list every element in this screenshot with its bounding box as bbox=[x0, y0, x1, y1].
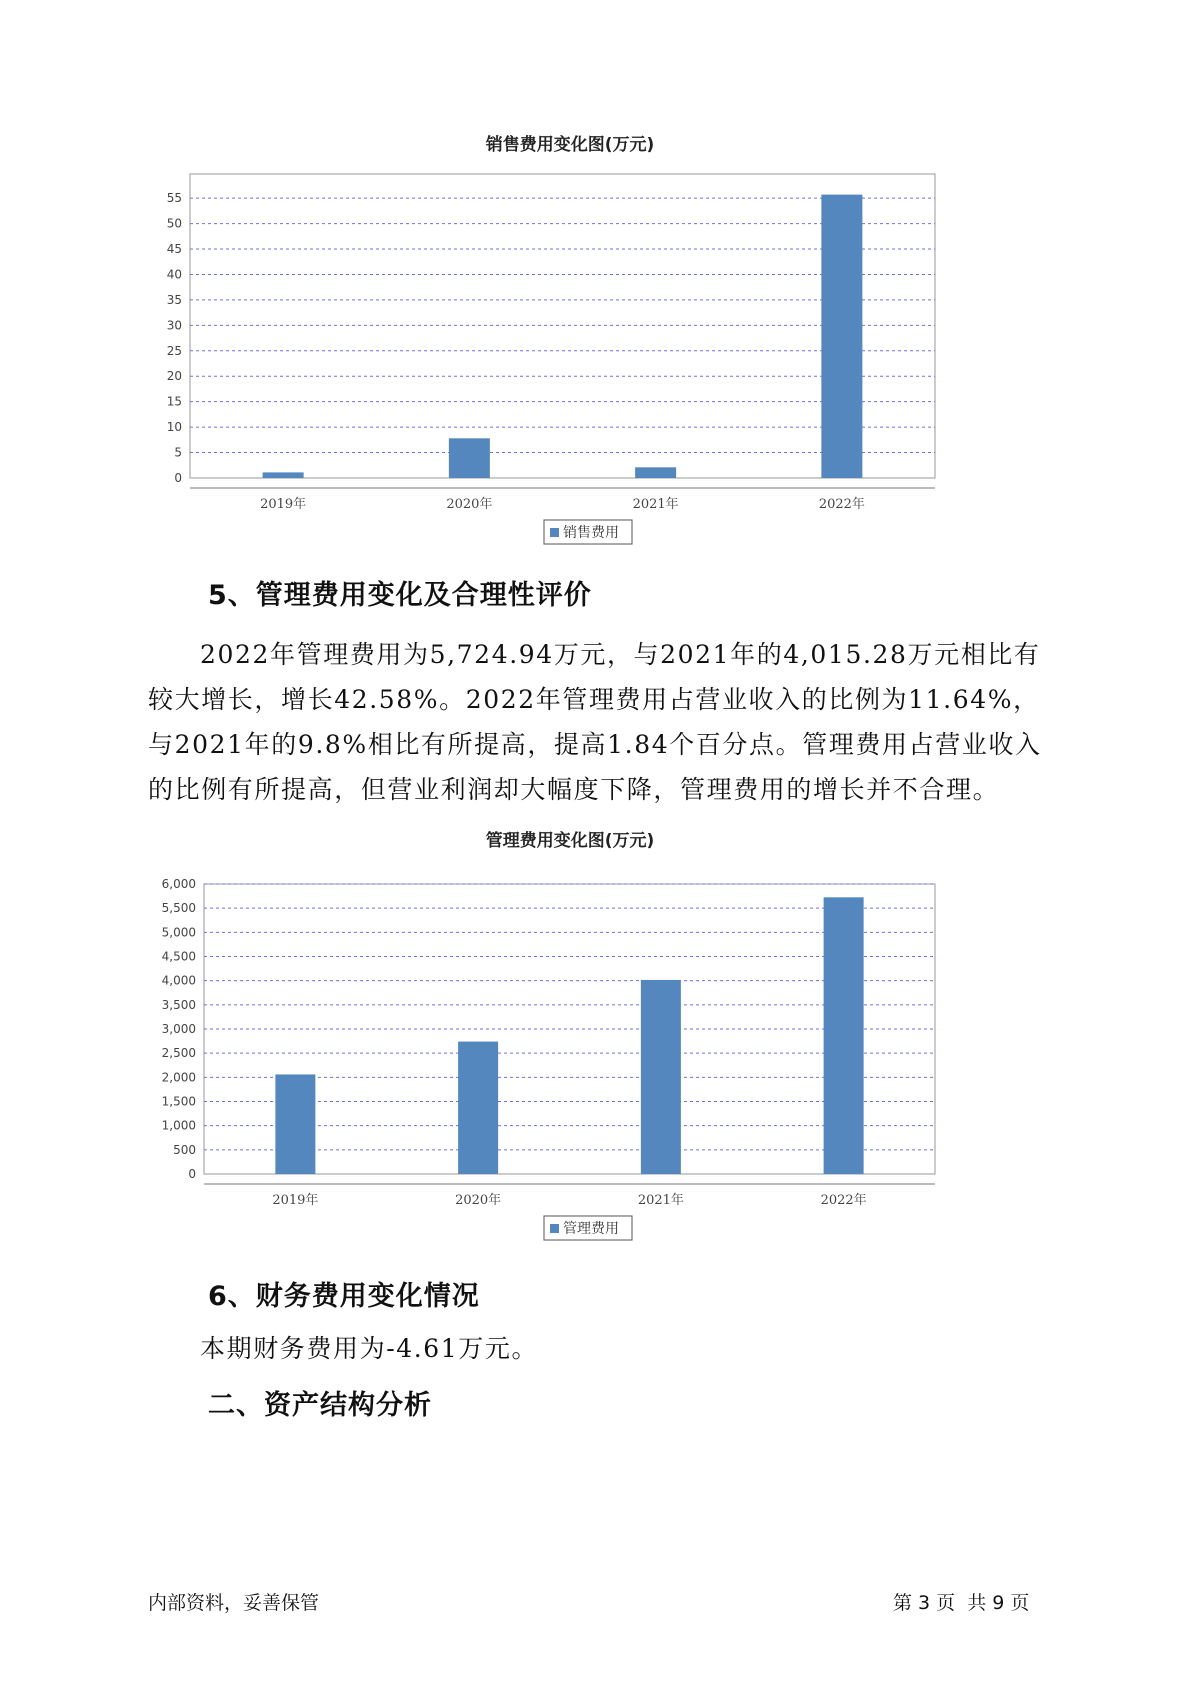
y-tick-label: 45 bbox=[166, 242, 182, 257]
y-tick-label: 4,000 bbox=[161, 973, 196, 988]
y-tick-label: 35 bbox=[166, 292, 182, 307]
part2-heading: 二、资产结构分析 bbox=[208, 1390, 432, 1421]
footer-confidential-note: 内部资料，妥善保管 bbox=[148, 1592, 320, 1614]
x-tick-label: 2019年 bbox=[272, 1193, 319, 1208]
x-tick-label: 2021年 bbox=[637, 1193, 684, 1208]
legend-swatch bbox=[550, 1224, 559, 1233]
y-tick-label: 30 bbox=[166, 318, 182, 333]
y-tick-label: 1,000 bbox=[161, 1118, 196, 1133]
section6-paragraph-text: 本期财务费用为-4.61万元。 bbox=[200, 1334, 539, 1363]
y-tick-label: 6,000 bbox=[161, 877, 196, 891]
y-tick-label: 4,500 bbox=[161, 949, 196, 964]
y-tick-label: 40 bbox=[166, 267, 182, 282]
legend-label: 管理费用 bbox=[563, 1221, 619, 1237]
bar bbox=[824, 897, 864, 1174]
legend-label: 销售费用 bbox=[563, 525, 619, 541]
y-tick-label: 15 bbox=[166, 394, 182, 409]
x-tick-label: 2020年 bbox=[446, 497, 493, 512]
bar bbox=[821, 195, 862, 478]
section6-heading: 6、财务费用变化情况 bbox=[208, 1281, 480, 1312]
y-tick-label: 0 bbox=[188, 1167, 196, 1181]
sales-expense-chart-svg bbox=[150, 130, 1030, 550]
chart-title: 管理费用变化图(万元) bbox=[485, 831, 655, 851]
bar bbox=[458, 1042, 498, 1174]
y-tick-label: 3,500 bbox=[161, 997, 196, 1012]
y-tick-label: 3,000 bbox=[161, 1022, 196, 1036]
y-tick-label: 20 bbox=[166, 369, 182, 384]
y-tick-label: 55 bbox=[166, 191, 182, 206]
chart-title: 销售费用变化图(万元) bbox=[485, 135, 655, 155]
y-tick-label: 5,000 bbox=[161, 925, 196, 940]
section5-paragraph-text: 2022年管理费用为5,724.94万元，与2021年的4,015.28万元相比有较大增长，增长42.58%。2022年管理费用占营业收入的比例为11.64%，与2021年的9.8%相比有所提高，提高1.84个百分点。管理费用占营业收入的比例有所提高，但营业利润却大幅度下降，管理费用的增长并不合理。 bbox=[148, 640, 1042, 804]
section5-heading: 5、管理费用变化及合理性评价 bbox=[208, 580, 592, 611]
bar bbox=[263, 472, 304, 478]
y-tick-label: 500 bbox=[173, 1142, 196, 1157]
y-tick-label: 10 bbox=[166, 420, 182, 435]
x-tick-label: 2021年 bbox=[632, 497, 679, 512]
sales-expense-chart bbox=[150, 130, 1030, 550]
legend-swatch bbox=[550, 528, 559, 537]
y-tick-label: 0 bbox=[174, 471, 182, 485]
y-tick-label: 5 bbox=[174, 445, 182, 460]
x-tick-label: 2019年 bbox=[260, 497, 307, 512]
x-tick-label: 2022年 bbox=[820, 1193, 867, 1208]
y-tick-label: 2,000 bbox=[161, 1070, 196, 1085]
bar bbox=[275, 1074, 315, 1174]
y-tick-label: 50 bbox=[166, 216, 182, 231]
x-tick-label: 2020年 bbox=[455, 1193, 502, 1208]
y-tick-label: 25 bbox=[166, 343, 182, 358]
y-tick-label: 1,500 bbox=[161, 1094, 196, 1109]
footer-page-number: 第 3 页 共 9 页 bbox=[893, 1592, 1030, 1614]
y-tick-label: 5,500 bbox=[161, 901, 196, 916]
bar bbox=[635, 467, 676, 478]
y-tick-label: 2,500 bbox=[161, 1046, 196, 1061]
section5-paragraph bbox=[148, 632, 1048, 812]
section6-paragraph bbox=[148, 1326, 1048, 1371]
management-expense-chart bbox=[150, 826, 1030, 1246]
bar bbox=[449, 438, 490, 478]
x-tick-label: 2022年 bbox=[818, 497, 865, 512]
bar bbox=[641, 980, 681, 1174]
management-expense-chart-svg bbox=[150, 826, 1030, 1246]
